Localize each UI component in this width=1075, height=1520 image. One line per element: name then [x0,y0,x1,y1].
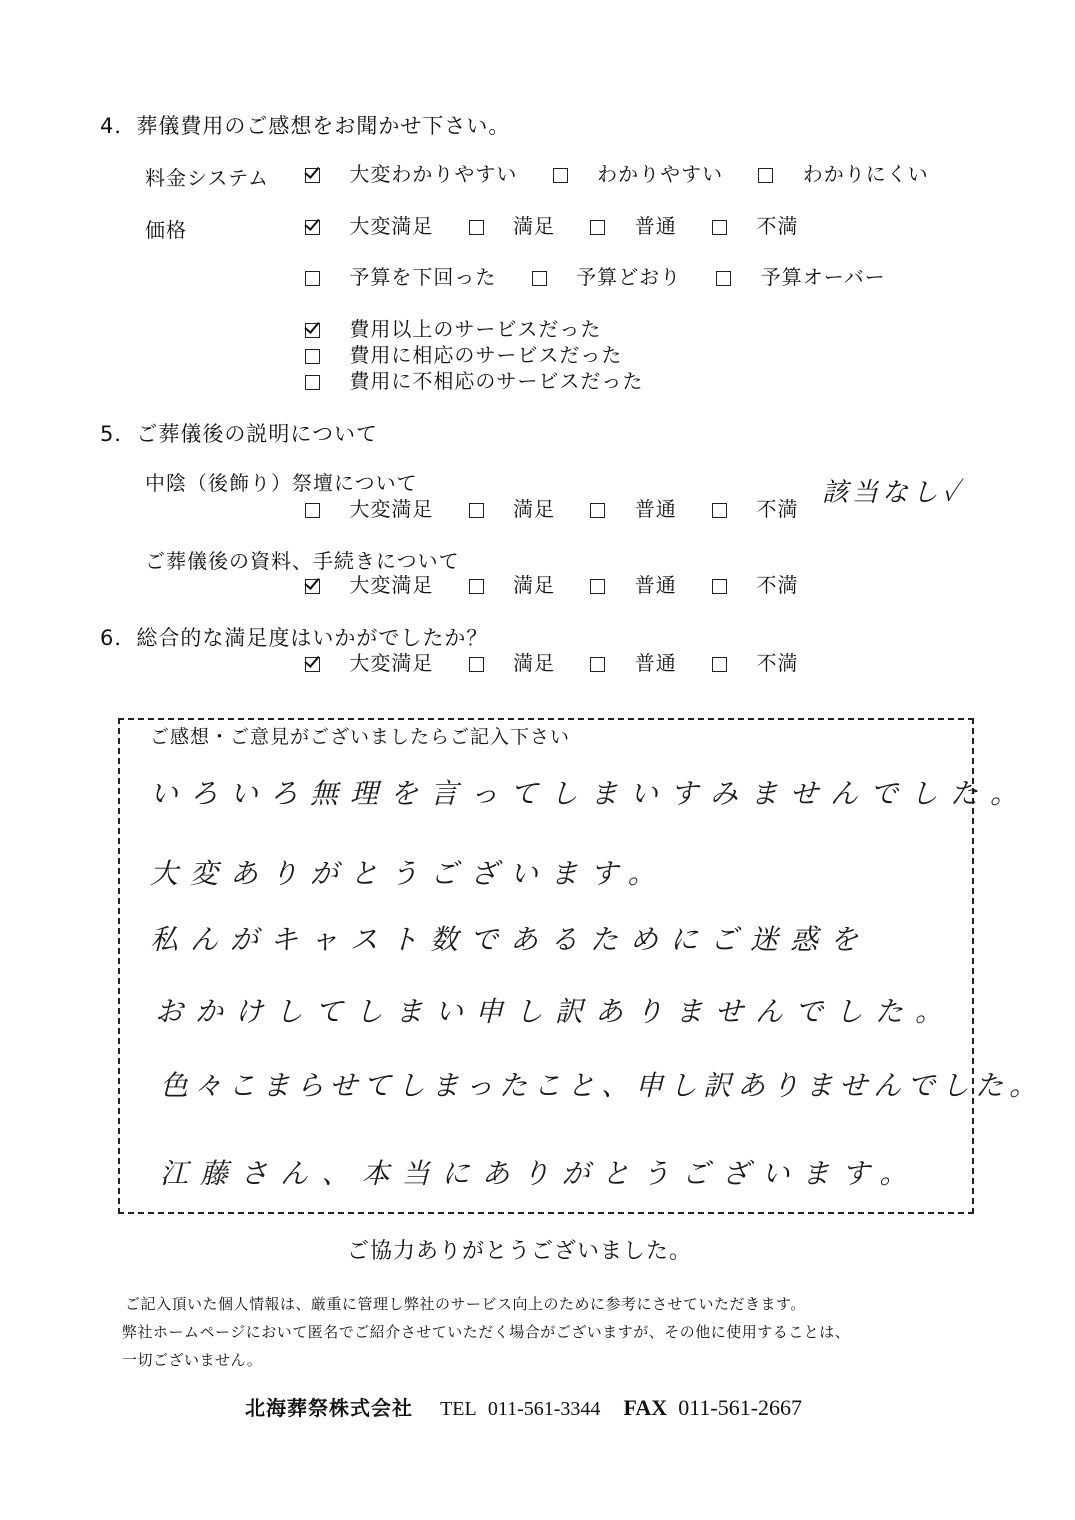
q4-title: 4．葬儀費用のご感想をお聞かせ下さい。 [100,114,511,138]
checkbox-altar-dissatisfied[interactable] [712,503,727,518]
option-satisfied: 満足 [513,651,556,675]
option-satisfied: 満足 [513,214,556,238]
checkbox-price-satisfied[interactable] [469,220,484,235]
checkbox-very-easy[interactable] [305,168,320,183]
checkbox-hard[interactable] [758,168,773,183]
checkbox-on-budget[interactable] [532,271,547,286]
checkbox-fair-value[interactable] [305,349,320,364]
checkbox-altar-very-satisfied[interactable] [305,503,320,518]
comment-line-3: 私んがキャスト数であるためにご迷惑を [150,923,871,956]
privacy-note-line-1: ご記入頂いた個人情報は、厳重に管理し弊社のサービス向上のために参考にさせていただきます。 [125,1295,806,1313]
option-dissatisfied: 不満 [756,651,799,675]
option-above-value: 費用以上のサービスだった [349,317,602,341]
option-very-satisfied: 大変満足 [349,497,434,521]
option-very-satisfied: 大変満足 [349,651,434,675]
tel-label: TEL [440,1398,477,1420]
checkbox-altar-normal[interactable] [590,503,605,518]
altar-label: 中陰（後飾り）祭壇について [145,471,418,495]
comment-line-5: 色々こまらせてしまったこと、申し訳ありませんでした。 [160,1069,1044,1102]
checkbox-altar-satisfied[interactable] [469,503,484,518]
documents-label: ご葬儀後の資料、手続きについて [145,549,460,573]
fax-number: 011-561-2667 [678,1395,803,1420]
checkbox-docs-normal[interactable] [590,579,605,594]
comment-box-title: ご感想・ご意見がございましたらご記入下さい [146,722,574,749]
price-options [305,210,799,239]
fax-label: FAX [623,1395,668,1420]
option-over-budget: 予算オーバー [760,265,886,289]
checkbox-docs-satisfied[interactable] [469,579,484,594]
q5-title: 5．ご葬儀後の説明について [100,422,378,446]
thanks-message: ご協力ありがとうございました。 [347,1239,693,1264]
footer [245,1392,802,1421]
option-very-satisfied: 大変満足 [349,573,434,597]
option-very-easy: 大変わかりやすい [349,162,518,186]
checkbox-docs-dissatisfied[interactable] [712,579,727,594]
value-option-3 [305,365,643,394]
checkbox-overall-dissatisfied[interactable] [712,657,727,672]
checkbox-price-very-satisfied[interactable] [305,220,320,235]
option-dissatisfied: 不満 [756,497,799,521]
option-hard: わかりにくい [802,162,929,186]
checkbox-price-normal[interactable] [590,220,605,235]
checkbox-below-value[interactable] [305,375,320,390]
option-under-budget: 予算を下回った [349,265,497,289]
comment-line-4: おかけしてしまい申し訳ありませんでした。 [155,995,956,1028]
comment-line-2: 大変ありがとうございます。 [150,857,668,890]
pricing-system-label: 料金システム [145,166,269,190]
option-very-satisfied: 大変満足 [349,214,434,238]
option-fair-value: 費用に相応のサービスだった [349,343,623,367]
budget-options [305,261,886,290]
altar-options [305,493,799,522]
price-label: 価格 [145,218,187,242]
option-normal: 普通 [634,497,677,521]
q6-options [305,647,799,676]
checkbox-above-value[interactable] [305,323,320,338]
documents-options [305,569,799,598]
checkbox-overall-normal[interactable] [590,657,605,672]
value-option-1 [305,313,601,342]
company-name: 北海葬祭株式会社 [245,1396,413,1420]
comment-line-1: いろいろ無理を言ってしまいすみませんでした。 [150,777,1031,810]
option-satisfied: 満足 [513,497,556,521]
option-dissatisfied: 不満 [756,214,799,238]
checkbox-over-budget[interactable] [716,271,731,286]
option-normal: 普通 [634,214,677,238]
comment-line-6: 江藤さん、本当にありがとうございます。 [160,1157,920,1190]
privacy-note-line-3: 一切ございません。 [122,1351,263,1369]
option-on-budget: 予算どおり [576,265,682,289]
option-easy: わかりやすい [597,162,724,186]
tel-number: 011-561-3344 [487,1398,601,1420]
option-normal: 普通 [634,573,677,597]
privacy-note-line-2: 弊社ホームページにおいて匿名でご紹介させていただく場合がございますが、その他に使用することは、 [122,1323,851,1341]
checkbox-docs-very-satisfied[interactable] [305,579,320,594]
option-below-value: 費用に不相応のサービスだった [349,369,644,393]
option-dissatisfied: 不満 [756,573,799,597]
option-normal: 普通 [634,651,677,675]
checkbox-under-budget[interactable] [305,271,320,286]
value-option-2 [305,339,622,368]
checkbox-overall-satisfied[interactable] [469,657,484,672]
checkbox-price-dissatisfied[interactable] [712,220,727,235]
checkbox-overall-very-satisfied[interactable] [305,657,320,672]
checkbox-easy[interactable] [553,168,568,183]
altar-handwritten-note: 該当なし✓ [822,478,963,508]
pricing-system-options [305,158,929,187]
q6-title: 6．総合的な満足度はいかがでしたか？ [100,626,489,650]
option-satisfied: 満足 [513,573,556,597]
